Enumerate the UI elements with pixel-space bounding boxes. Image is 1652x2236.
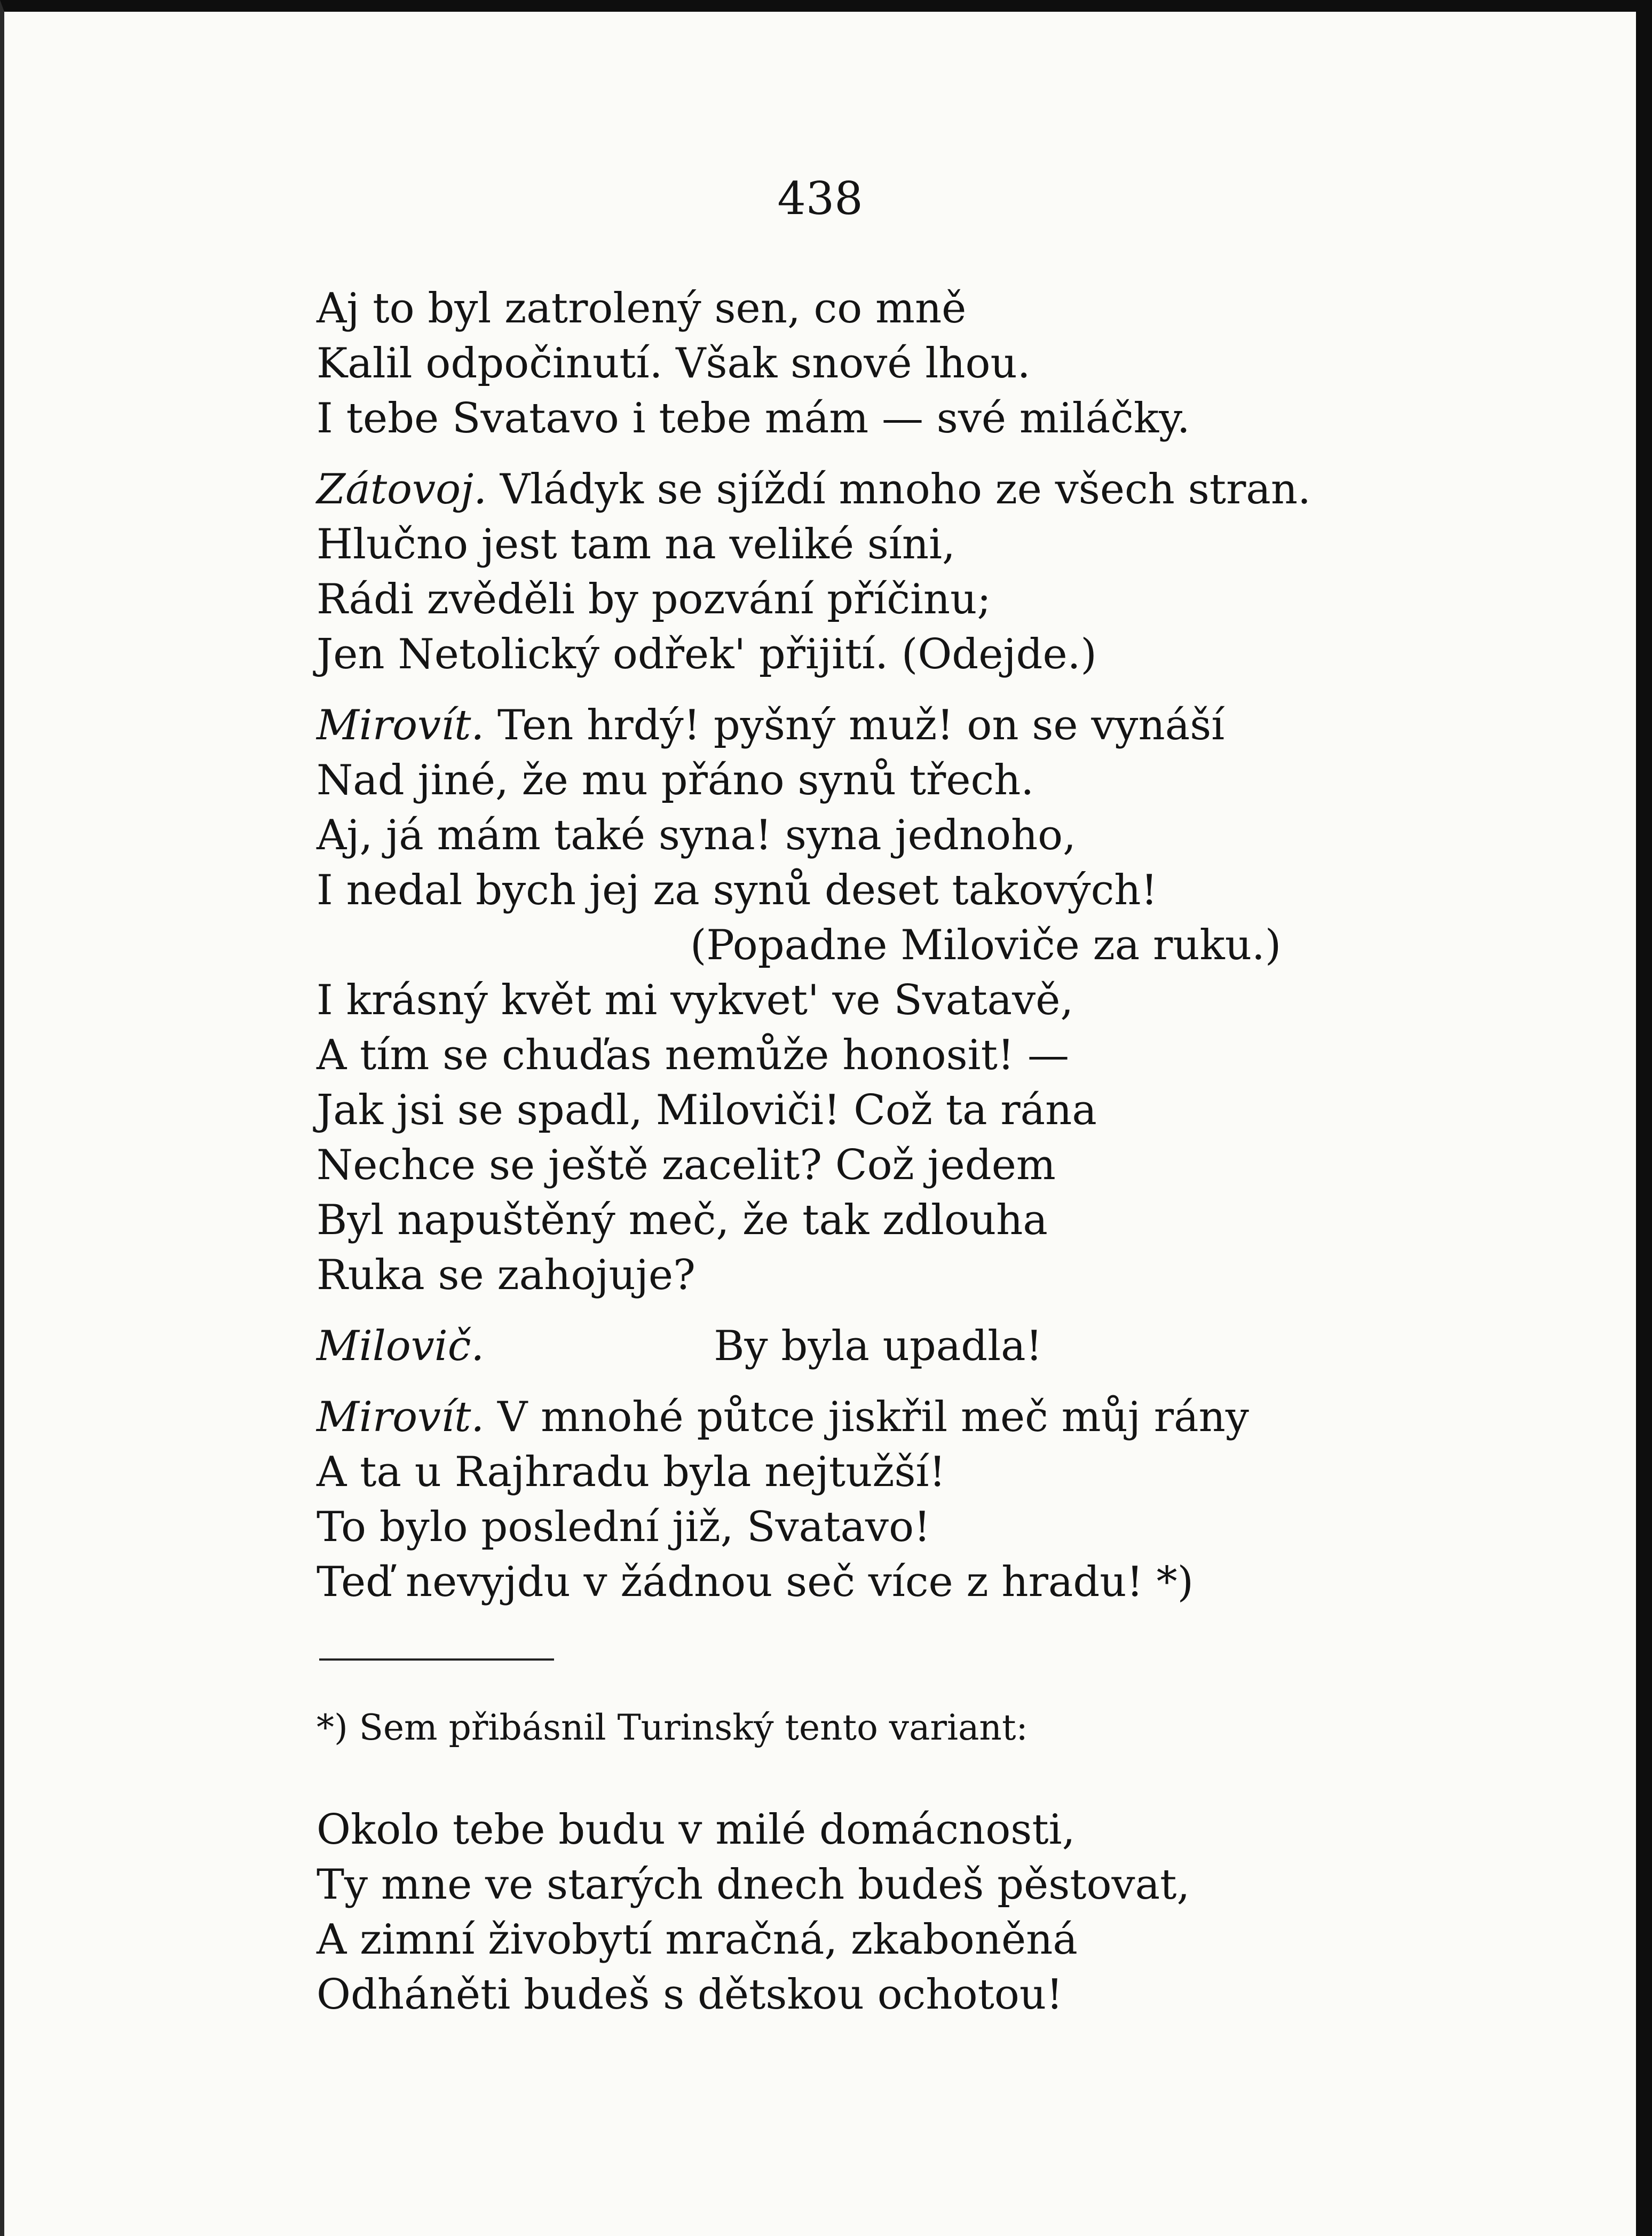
verse-text bbox=[317, 281, 1384, 1610]
verse-text-span: V mnohé půtce jiskřil meč můj rány bbox=[484, 1393, 1249, 1441]
verse-line: Kalil odpočinutí. Však snové lhou. bbox=[317, 339, 1031, 388]
verse-text-span: Vládyk se sjíždí mnoho ze všech stran. bbox=[487, 465, 1311, 513]
verse-line bbox=[317, 698, 1384, 753]
verse-line bbox=[317, 1319, 1384, 1374]
speaker-name: Milovič. bbox=[317, 1322, 485, 1370]
verse-line: Jak jsi se spadl, Miloviči! Což ta rána bbox=[317, 1086, 1097, 1134]
verse-line: Aj, já mám také syna! syna jednoho, bbox=[317, 811, 1076, 859]
verse-text-span: By byla upadla! bbox=[714, 1322, 1043, 1370]
speaker-name: Mirovít. bbox=[317, 1393, 485, 1441]
speaker-name: Zátovoj. bbox=[317, 465, 487, 513]
verse-line: Aj to byl zatrolený sen, co mně bbox=[317, 285, 967, 333]
verse-text-span: Ten hrdý! pyšný muž! on se vynáší bbox=[484, 701, 1225, 749]
verse-line: Teď nevyjdu v žádnou seč více z hradu! *) bbox=[317, 1558, 1194, 1606]
verse-line bbox=[317, 1390, 1384, 1445]
verse-line: Byl napuštěný meč, že tak zdlouha bbox=[317, 1196, 1048, 1244]
verse-line: I krásný květ mi vykvet' ve Svatavě, bbox=[317, 976, 1074, 1024]
verse-line: Nechce se ještě zacelit? Což jedem bbox=[317, 1141, 1056, 1189]
stage-direction: (Odejde.) bbox=[901, 630, 1097, 678]
speaker-name: Mirovít. bbox=[317, 701, 485, 749]
verse-line: Nad jiné, že mu přáno synů třech. bbox=[317, 756, 1034, 804]
verse-line bbox=[317, 627, 1384, 682]
footnote-divider bbox=[319, 1658, 554, 1661]
verse-line: Ruka se zahojuje? bbox=[317, 1251, 695, 1299]
footnote-line: Ty mne ve starých dnech budeš pěstovat, bbox=[317, 1861, 1190, 1909]
verse-line: I tebe Svatavo i tebe mám — své miláčky. bbox=[317, 394, 1190, 443]
verse-line: I nedal bych jej za synů deset takových! bbox=[317, 866, 1158, 914]
footnote-line: Odháněti budeš s dětskou ochotou! bbox=[317, 1971, 1063, 2019]
verse-line: Rádi zvěděli by pozvání příčinu; bbox=[317, 575, 991, 623]
verse-line: To bylo poslední již, Svatavo! bbox=[317, 1503, 931, 1551]
verse-line bbox=[317, 462, 1384, 517]
verse-line: Hlučno jest tam na veliké síni, bbox=[317, 520, 955, 568]
page-number: 438 bbox=[777, 172, 863, 225]
footnote-intro: *) Sem přibásnil Turinský tento variant: bbox=[317, 1707, 1028, 1748]
stage-direction: (Popadne Miloviče za ruku.) bbox=[690, 921, 1282, 969]
footnote-verse bbox=[317, 1803, 1190, 2022]
footnote-line: A zimní živobytí mračná, zkaboněná bbox=[317, 1916, 1078, 1964]
footnote-line: Okolo tebe budu v milé domácnosti, bbox=[317, 1806, 1076, 1854]
verse-line: A ta u Rajhradu byla nejtužší! bbox=[317, 1448, 946, 1496]
verse-line: A tím se chuďas nemůže honosit! — bbox=[317, 1031, 1070, 1079]
verse-text-span: Jen Netolický odřek' přijití. bbox=[317, 630, 889, 678]
